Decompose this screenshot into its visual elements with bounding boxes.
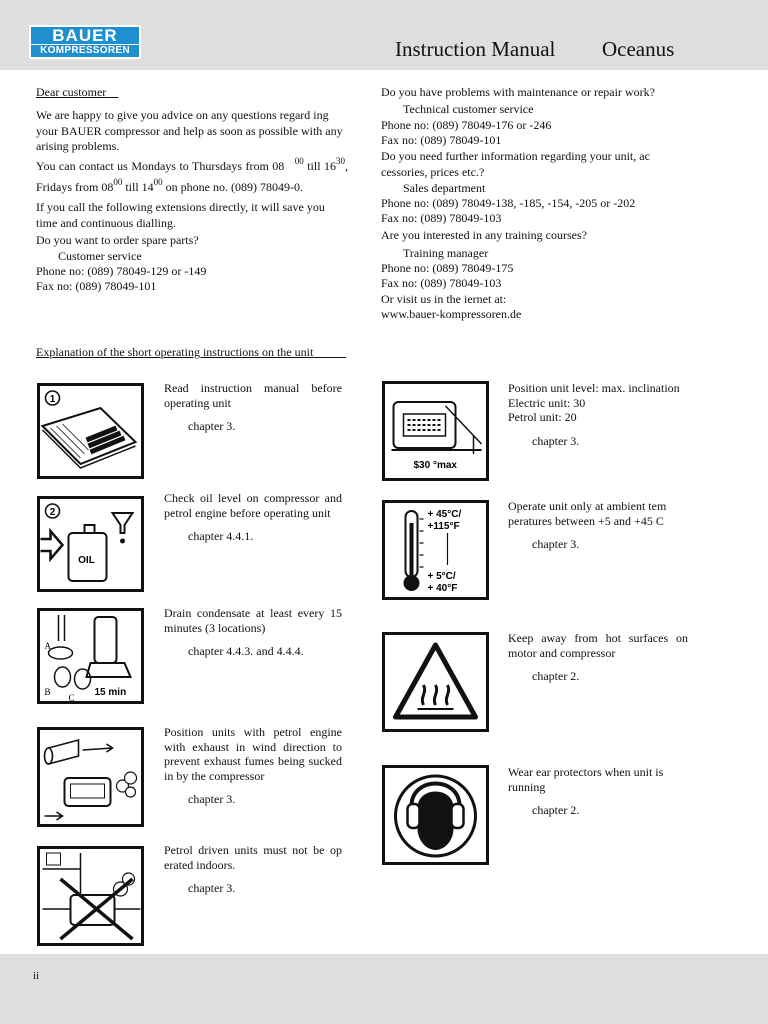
spare-parts-question: Do you want to order spare parts? [36,233,199,247]
svg-text:C: C [68,693,75,701]
sales-fax: Fax no: (089) 78049-103 [381,211,502,225]
training-question: Are you interested in any training courses? [381,228,587,242]
svg-text:15 min: 15 min [94,687,127,698]
read-manual-icon [37,383,144,479]
page-header [0,0,768,70]
instruction-2: Check oil level on compressor and petrol engine before operating unit chapter 4.4.1. [164,491,342,543]
greeting: Dear customer [36,85,107,99]
svg-text:1: 1 [49,394,56,405]
svg-text:+ 5°C/: + 5°C/ [427,571,456,582]
instruction-6: Position unit level: max. inclination Electric unit: 30 Petrol unit: 20 chapter 3. [508,381,680,448]
training-label: Training manager [403,246,489,260]
ear-protection-icon [382,765,489,865]
thermometer-icon [382,500,489,600]
training-fax: Fax no: (089) 78049-103 [381,276,502,290]
inclination-icon [382,381,489,481]
customer-service-label: Customer service [58,249,142,263]
maintenance-question: Do you have problems with maintenance or repair work? [381,85,655,99]
extensions-note: If you call the following extensions directly, it will save you time and continuous dialling. [36,200,325,230]
customer-service-phone: Phone no: (089) 78049-129 or -149 [36,264,207,278]
visit-text: Or visit us in the iernet at: [381,292,507,306]
hot-surface-warning-icon [382,632,489,732]
customer-service-fax: Fax no: (089) 78049-101 [36,279,157,293]
info-question: Do you need further information regarding your unit, ac cessories, prices etc.? [381,149,650,179]
svg-text:B: B [44,687,51,697]
svg-text:+115°F: +115°F [427,521,460,532]
instruction-7: Operate unit only at ambient tem peratures between +5 and +45 C chapter 3. [508,499,667,551]
svg-text:A: A [44,641,51,651]
logo-line2: KOMPRESSOREN [31,44,139,56]
instruction-8: Keep away from hot surfaces on motor and compressor chapter 2. [508,631,688,683]
svg-text:OIL: OIL [78,555,95,566]
technical-service-phone: Phone no: (089) 78049-176 or -246 [381,118,552,132]
instruction-1: Read instruction manual before operating unit chapter 3. [164,381,342,433]
contact-hours: You can contact us Mondays to Thursdays from 08 $^{00}$ till $16^{30}$, Fridays from $08^{00}$ till $14^{00}$ on phone no. (089) 78049-0. [36,156,349,194]
instruction-4: Position units with petrol engine with exhaust in wind direction to prevent exhaust fumes being sucked in by the compressor chapter 3. [164,725,342,806]
svg-text:+ 45°C/: + 45°C/ [427,509,462,520]
svg-text:+ 40°F: + 40°F [427,583,458,594]
manual-title: Instruction Manual [395,37,556,61]
svg-text:2: 2 [49,507,56,518]
product-name: Oceanus [602,37,675,61]
page-footer [0,954,768,1024]
oil-check-icon [37,496,144,592]
instruction-9: Wear ear protectors when unit is running chapter 2. [508,765,664,817]
website-link[interactable]: www.bauer-kompressoren.de [381,307,522,321]
section-title: Explanation of the short operating instructions on the unit [36,345,314,359]
no-indoor-operation-icon [37,846,144,946]
sales-phone: Phone no: (089) 78049-138, -185, -154, -205 or -202 [381,196,636,210]
intro-paragraph: We are happy to give you advice on any questions regard ing your BAUER compressor and help as soon as possible with any arising problems. [36,108,343,153]
technical-service-label: Technical customer service [403,102,534,116]
training-phone: Phone no: (089) 78049-175 [381,261,514,275]
instruction-5: Petrol driven units must not be op erated indoors. chapter 3. [164,843,342,895]
bauer-logo [29,25,141,59]
svg-text:$30 °max: $30 °max [413,460,457,471]
technical-service-fax: Fax no: (089) 78049-101 [381,133,502,147]
sales-label: Sales department [403,181,486,195]
logo-line1: BAUER [52,26,118,45]
page-number: ii [33,970,40,982]
drain-condensate-icon [37,608,144,704]
exhaust-direction-icon [37,727,144,827]
instruction-3: Drain condensate at least every 15 minutes (3 locations) chapter 4.4.3. and 4.4.4. [164,606,342,658]
